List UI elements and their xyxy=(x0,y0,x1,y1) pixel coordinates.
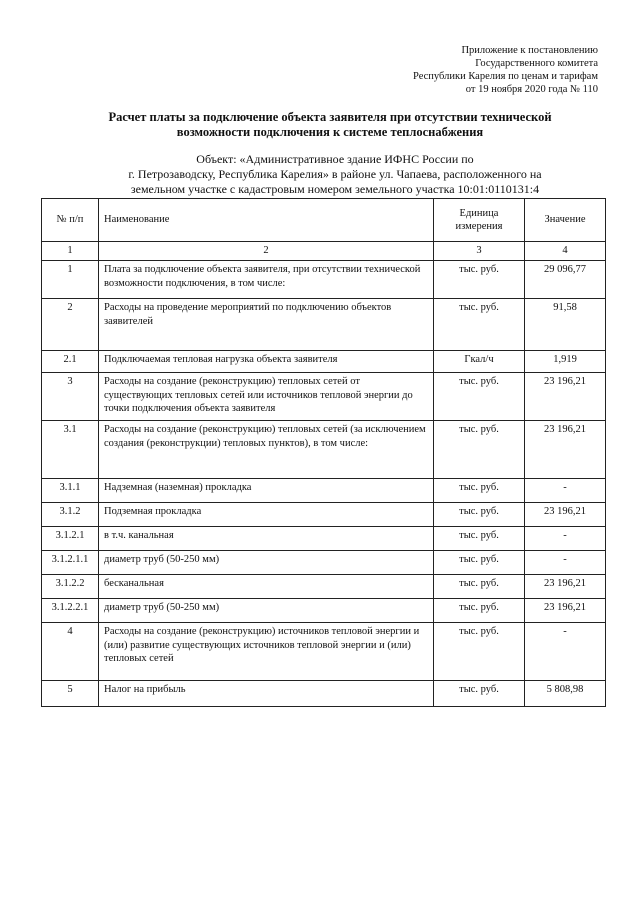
row-unit: тыс. руб. xyxy=(434,623,525,681)
column-number: 4 xyxy=(525,242,606,261)
table-row xyxy=(42,599,606,623)
table-row xyxy=(42,681,606,707)
table-row xyxy=(42,623,606,681)
row-unit: тыс. руб. xyxy=(434,599,525,623)
row-value: - xyxy=(525,551,606,575)
row-unit: тыс. руб. xyxy=(434,681,525,707)
appendix-note xyxy=(298,44,598,96)
row-unit: тыс. руб. xyxy=(434,373,525,421)
row-unit: тыс. руб. xyxy=(434,503,525,527)
row-unit: тыс. руб. xyxy=(434,551,525,575)
row-name: Подземная прокладка xyxy=(99,503,434,527)
row-number: 3.1.1 xyxy=(42,479,99,503)
row-number: 3.1.2.2 xyxy=(42,575,99,599)
object-description xyxy=(70,152,600,197)
row-number: 3.1.2.1 xyxy=(42,527,99,551)
calculation-table xyxy=(41,198,606,707)
row-value: 5 808,98 xyxy=(525,681,606,707)
row-unit: тыс. руб. xyxy=(434,299,525,351)
title-line: Расчет платы за подключение объекта заявителя при отсутствии технической xyxy=(108,110,552,124)
row-name: Расходы на создание (реконструкцию) источников тепловой энергии и (или) развитие существующих источников тепловой энергии и (или) тепловых сетей xyxy=(99,623,434,681)
document-title xyxy=(60,110,600,140)
table-row xyxy=(42,479,606,503)
appendix-line: Республики Карелия по ценам и тарифам xyxy=(413,71,598,82)
row-number: 2 xyxy=(42,299,99,351)
row-unit: тыс. руб. xyxy=(434,527,525,551)
column-number-row xyxy=(42,242,606,261)
title-line: возможности подключения к системе теплоснабжения xyxy=(176,125,484,139)
row-name: Расходы на создание (реконструкцию) тепловых сетей от существующих тепловых сетей или источников тепловой энергии до точки подключения объекта заявителя xyxy=(99,373,434,421)
table-row xyxy=(42,527,606,551)
row-name: диаметр труб (50-250 мм) xyxy=(99,551,434,575)
row-number: 3.1.2.1.1 xyxy=(42,551,99,575)
row-value: - xyxy=(525,479,606,503)
row-name: Налог на прибыль xyxy=(99,681,434,707)
appendix-line: от 19 ноября 2020 года № 110 xyxy=(465,84,598,95)
object-line: Объект: «Административное здание ИФНС России по xyxy=(196,152,474,166)
row-value: 23 196,21 xyxy=(525,575,606,599)
column-number: 2 xyxy=(99,242,434,261)
row-unit: тыс. руб. xyxy=(434,479,525,503)
row-number: 1 xyxy=(42,261,99,299)
row-value: - xyxy=(525,527,606,551)
row-number: 4 xyxy=(42,623,99,681)
table-row xyxy=(42,575,606,599)
row-value: - xyxy=(525,623,606,681)
column-number: 1 xyxy=(42,242,99,261)
row-name: бесканальная xyxy=(99,575,434,599)
row-value: 23 196,21 xyxy=(525,421,606,479)
row-name: Расходы на проведение мероприятий по подключению объектов заявителей xyxy=(99,299,434,351)
row-unit: тыс. руб. xyxy=(434,575,525,599)
object-line: г. Петрозаводску, Республика Карелия» в районе ул. Чапаева, расположенного на xyxy=(128,167,542,181)
column-number: 3 xyxy=(434,242,525,261)
row-number: 2.1 xyxy=(42,351,99,373)
row-name: Надземная (наземная) прокладка xyxy=(99,479,434,503)
row-value: 23 196,21 xyxy=(525,503,606,527)
header-name: Наименование xyxy=(99,199,434,242)
row-value: 1,919 xyxy=(525,351,606,373)
row-number: 3.1.2 xyxy=(42,503,99,527)
row-name: Плата за подключение объекта заявителя, при отсутствии технической возможности подключения, в том числе: xyxy=(99,261,434,299)
header-unit-line: Единица xyxy=(459,207,499,219)
table-body xyxy=(42,261,606,707)
table-row xyxy=(42,351,606,373)
row-name: диаметр труб (50-250 мм) xyxy=(99,599,434,623)
row-unit: тыс. руб. xyxy=(434,421,525,479)
row-number: 3 xyxy=(42,373,99,421)
header-unit-line: измерения xyxy=(455,221,503,232)
row-number: 3.1 xyxy=(42,421,99,479)
row-name: в т.ч. канальная xyxy=(99,527,434,551)
header-num: № п/п xyxy=(42,199,99,242)
row-name: Подключаемая тепловая нагрузка объекта заявителя xyxy=(99,351,434,373)
object-line: земельном участке с кадастровым номером земельного участка 10:01:0110131:4 xyxy=(130,182,540,196)
row-value: 23 196,21 xyxy=(525,373,606,421)
row-value: 91,58 xyxy=(525,299,606,351)
appendix-line: Государственного комитета xyxy=(475,58,598,69)
row-value: 23 196,21 xyxy=(525,599,606,623)
row-unit: тыс. руб. xyxy=(434,261,525,299)
table-header-row xyxy=(42,199,606,242)
row-value: 29 096,77 xyxy=(525,261,606,299)
table-row xyxy=(42,373,606,421)
table-row xyxy=(42,299,606,351)
header-unit xyxy=(434,199,525,242)
appendix-line: Приложение к постановлению xyxy=(461,45,598,56)
row-number: 5 xyxy=(42,681,99,707)
table-row xyxy=(42,551,606,575)
row-number: 3.1.2.2.1 xyxy=(42,599,99,623)
table-row xyxy=(42,261,606,299)
header-value: Значение xyxy=(525,199,606,242)
table-row xyxy=(42,421,606,479)
row-name: Расходы на создание (реконструкцию) тепловых сетей (за исключением создания (реконструкции) тепловых пунктов), в том числе: xyxy=(99,421,434,479)
row-unit: Гкал/ч xyxy=(434,351,525,373)
table-row xyxy=(42,503,606,527)
